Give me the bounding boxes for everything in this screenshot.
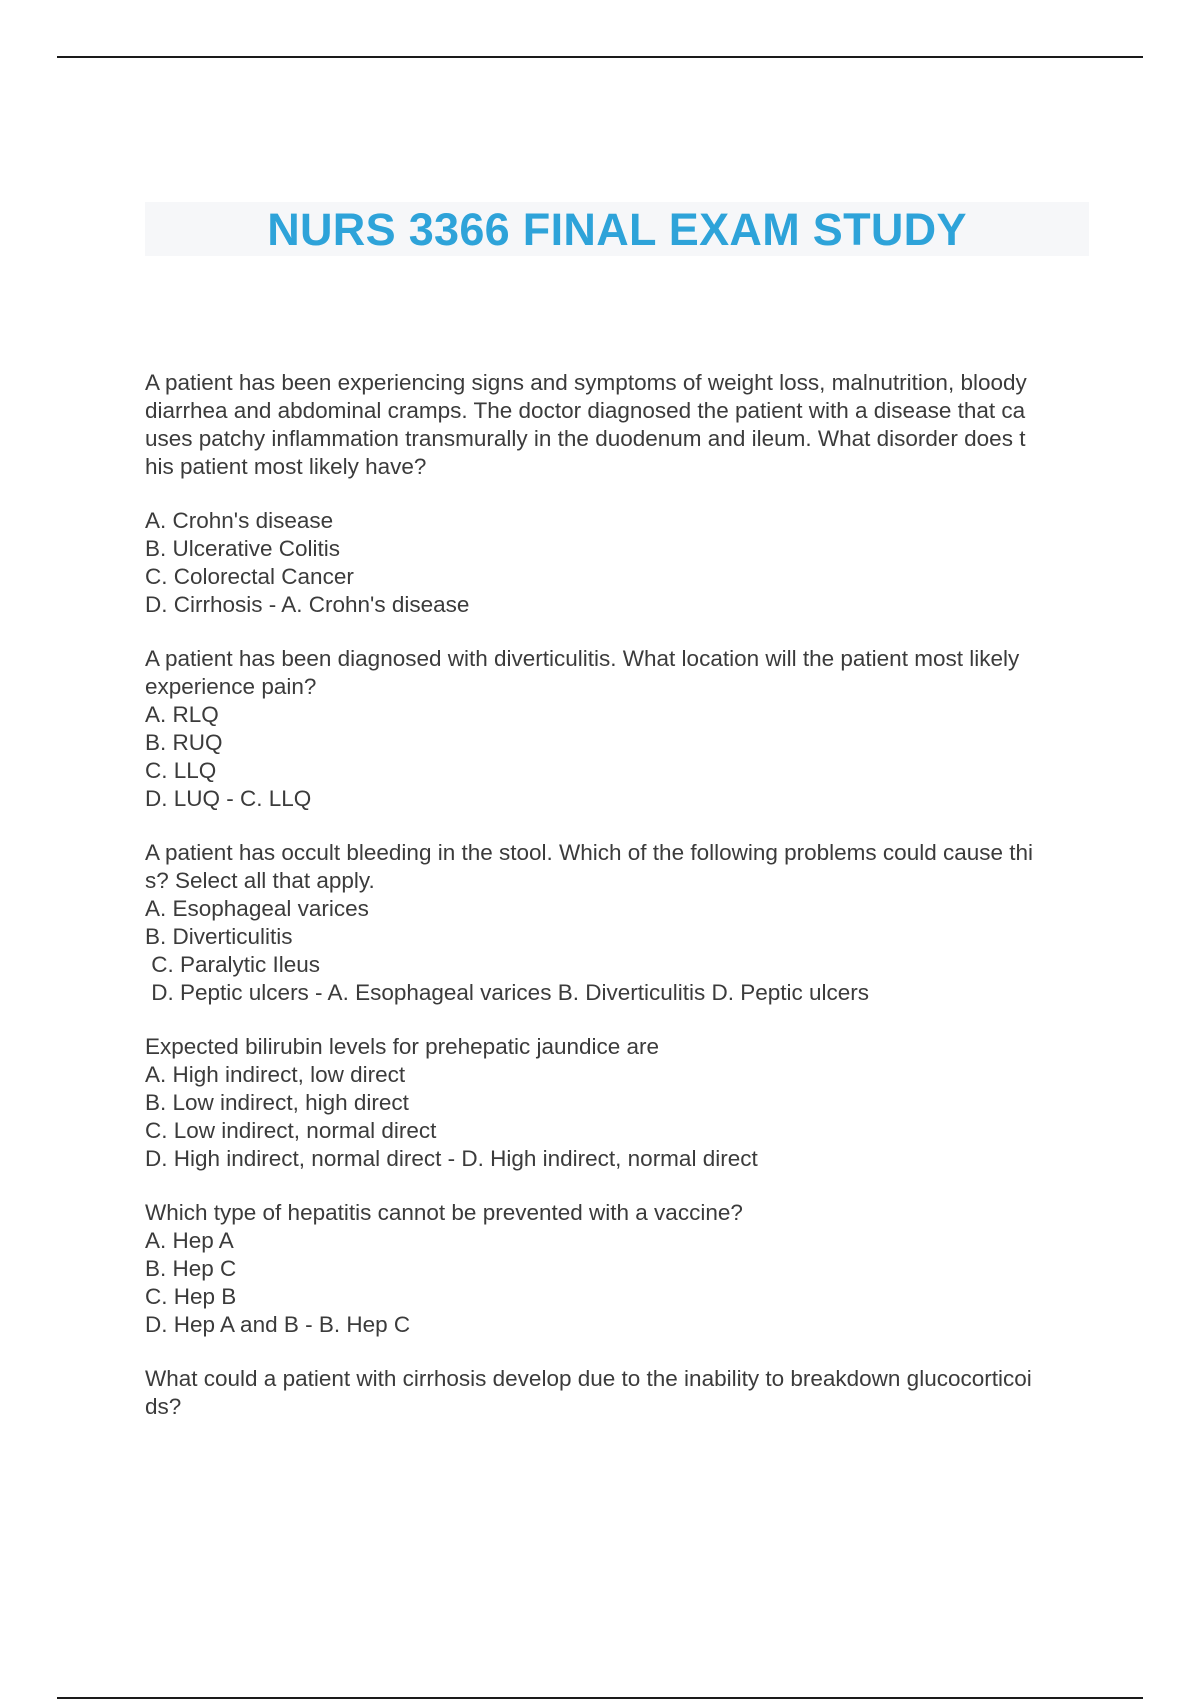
question-1-option-d-answer: D. Cirrhosis - A. Crohn's disease <box>145 592 470 617</box>
question-4-line-1: Expected bilirubin levels for prehepatic jaundice are <box>145 1034 660 1059</box>
question-2-line-1: A patient has been diagnosed with diverticulitis. What location will the patient most likely <box>145 646 1020 671</box>
question-1-line-4: his patient most likely have? <box>145 454 427 479</box>
question-1-line-3: uses patchy inflammation transmurally in the duodenum and ileum. What disorder does t <box>145 426 1026 451</box>
question-list <box>145 369 1095 1447</box>
question-6-line-1: What could a patient with cirrhosis develop due to the inability to breakdown glucocorticoi <box>145 1366 1032 1391</box>
question-3 <box>145 839 1095 1007</box>
question-2-line-2: experience pain? <box>145 674 317 699</box>
question-3-line-2: s? Select all that apply. <box>145 868 375 893</box>
document-title: NURS 3366 FINAL EXAM STUDY <box>267 203 967 255</box>
question-4-option-b: B. Low indirect, high direct <box>145 1090 409 1115</box>
question-2-option-d-answer: D. LUQ - C. LLQ <box>145 786 312 811</box>
question-1-options <box>145 507 1095 619</box>
question-1-option-c: C. Colorectal Cancer <box>145 564 354 589</box>
question-4 <box>145 1033 1095 1173</box>
question-4-option-c: C. Low indirect, normal direct <box>145 1118 437 1143</box>
question-5-option-b: B. Hep C <box>145 1256 237 1281</box>
question-2-option-c: C. LLQ <box>145 758 217 783</box>
question-1-line-1: A patient has been experiencing signs and symptoms of weight loss, malnutrition, bloody <box>145 370 1027 395</box>
question-1-option-b: B. Ulcerative Colitis <box>145 536 341 561</box>
question-3-option-b: B. Diverticulitis <box>145 924 293 949</box>
top-rule <box>57 56 1143 58</box>
question-6 <box>145 1365 1095 1421</box>
question-2-option-a: A. RLQ <box>145 702 219 727</box>
question-3-option-d-answer: D. Peptic ulcers - A. Esophageal varices B. Diverticulitis D. Peptic ulcers <box>145 980 870 1005</box>
question-3-option-a: A. Esophageal varices <box>145 896 369 921</box>
question-5-option-a: A. Hep A <box>145 1228 234 1253</box>
question-3-line-1: A patient has occult bleeding in the stool. Which of the following problems could cause thi <box>145 840 1034 865</box>
question-5-line-1: Which type of hepatitis cannot be prevented with a vaccine? <box>145 1200 743 1225</box>
question-1-line-2: diarrhea and abdominal cramps. The doctor diagnosed the patient with a disease that ca <box>145 398 1026 423</box>
question-3-option-c: C. Paralytic Ileus <box>145 952 321 977</box>
question-1-option-a: A. Crohn's disease <box>145 508 334 533</box>
question-6-line-2: ds? <box>145 1394 182 1419</box>
question-5-option-c: C. Hep B <box>145 1284 237 1309</box>
question-2-option-b: B. RUQ <box>145 730 223 755</box>
title-band <box>145 202 1089 256</box>
question-1 <box>145 369 1095 619</box>
question-5-option-d-answer: D. Hep A and B - B. Hep C <box>145 1312 411 1337</box>
question-4-option-a: A. High indirect, low direct <box>145 1062 406 1087</box>
question-2 <box>145 645 1095 813</box>
question-5 <box>145 1199 1095 1339</box>
bottom-rule <box>57 1697 1143 1699</box>
question-4-option-d-answer: D. High indirect, normal direct - D. High indirect, normal direct <box>145 1146 758 1171</box>
